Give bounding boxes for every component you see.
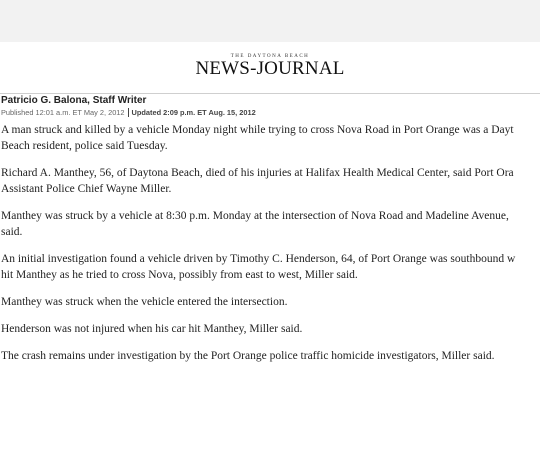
article-paragraph-5 bbox=[1, 294, 540, 310]
paragraph-line: Assistant Police Chief Wayne Miller. bbox=[1, 183, 172, 195]
masthead-logo[interactable] bbox=[0, 48, 540, 92]
masthead-subtitle: THE DAYTONA BEACH bbox=[230, 54, 310, 59]
article-body bbox=[1, 122, 540, 375]
article-paragraph-6 bbox=[1, 321, 540, 337]
article-paragraph-1 bbox=[1, 122, 540, 154]
paragraph-line: Richard A. Manthey, 56, of Daytona Beach, died of his injuries at Halifax Health Medical Center, said Port Ora bbox=[1, 167, 514, 179]
top-browser-strip bbox=[0, 0, 540, 42]
article-paragraph-7 bbox=[1, 348, 540, 364]
article-paragraph-2 bbox=[1, 165, 540, 197]
paragraph-line: Henderson was not injured when his car hit Manthey, Miller said. bbox=[1, 323, 303, 335]
paragraph-line: hit Manthey as he tried to cross Nova, possibly from east to west, Miller said. bbox=[1, 269, 358, 281]
article-paragraph-3 bbox=[1, 208, 540, 240]
updated-date: Updated 2:09 p.m. ET Aug. 15, 2012 bbox=[131, 108, 256, 117]
paragraph-line: An initial investigation found a vehicle driven by Timothy C. Henderson, 64, of Port Orange was southbound w bbox=[1, 253, 516, 265]
header-divider bbox=[0, 93, 540, 94]
published-date: Published 12:01 a.m. ET May 2, 2012 bbox=[1, 108, 125, 117]
author-byline[interactable]: Patricio G. Balona, Staff Writer bbox=[1, 95, 147, 106]
paragraph-line: said. bbox=[1, 226, 23, 238]
paragraph-line: The crash remains under investigation by the Port Orange police traffic homicide investigators, Miller said. bbox=[1, 350, 495, 362]
paragraph-line: Beach resident, police said Tuesday. bbox=[1, 140, 168, 152]
paragraph-line: Manthey was struck by a vehicle at 8:30 p.m. Monday at the intersection of Nova Road and Madeline Avenue, bbox=[1, 210, 509, 222]
masthead-title: NEWS-JOURNAL bbox=[195, 58, 345, 79]
paragraph-line: A man struck and killed by a vehicle Monday night while trying to cross Nova Road in Port Orange was a Dayt bbox=[1, 124, 514, 136]
dateline bbox=[1, 108, 256, 117]
paragraph-line: Manthey was struck when the vehicle entered the intersection. bbox=[1, 296, 288, 308]
date-separator bbox=[128, 108, 129, 117]
article-paragraph-4 bbox=[1, 251, 540, 283]
